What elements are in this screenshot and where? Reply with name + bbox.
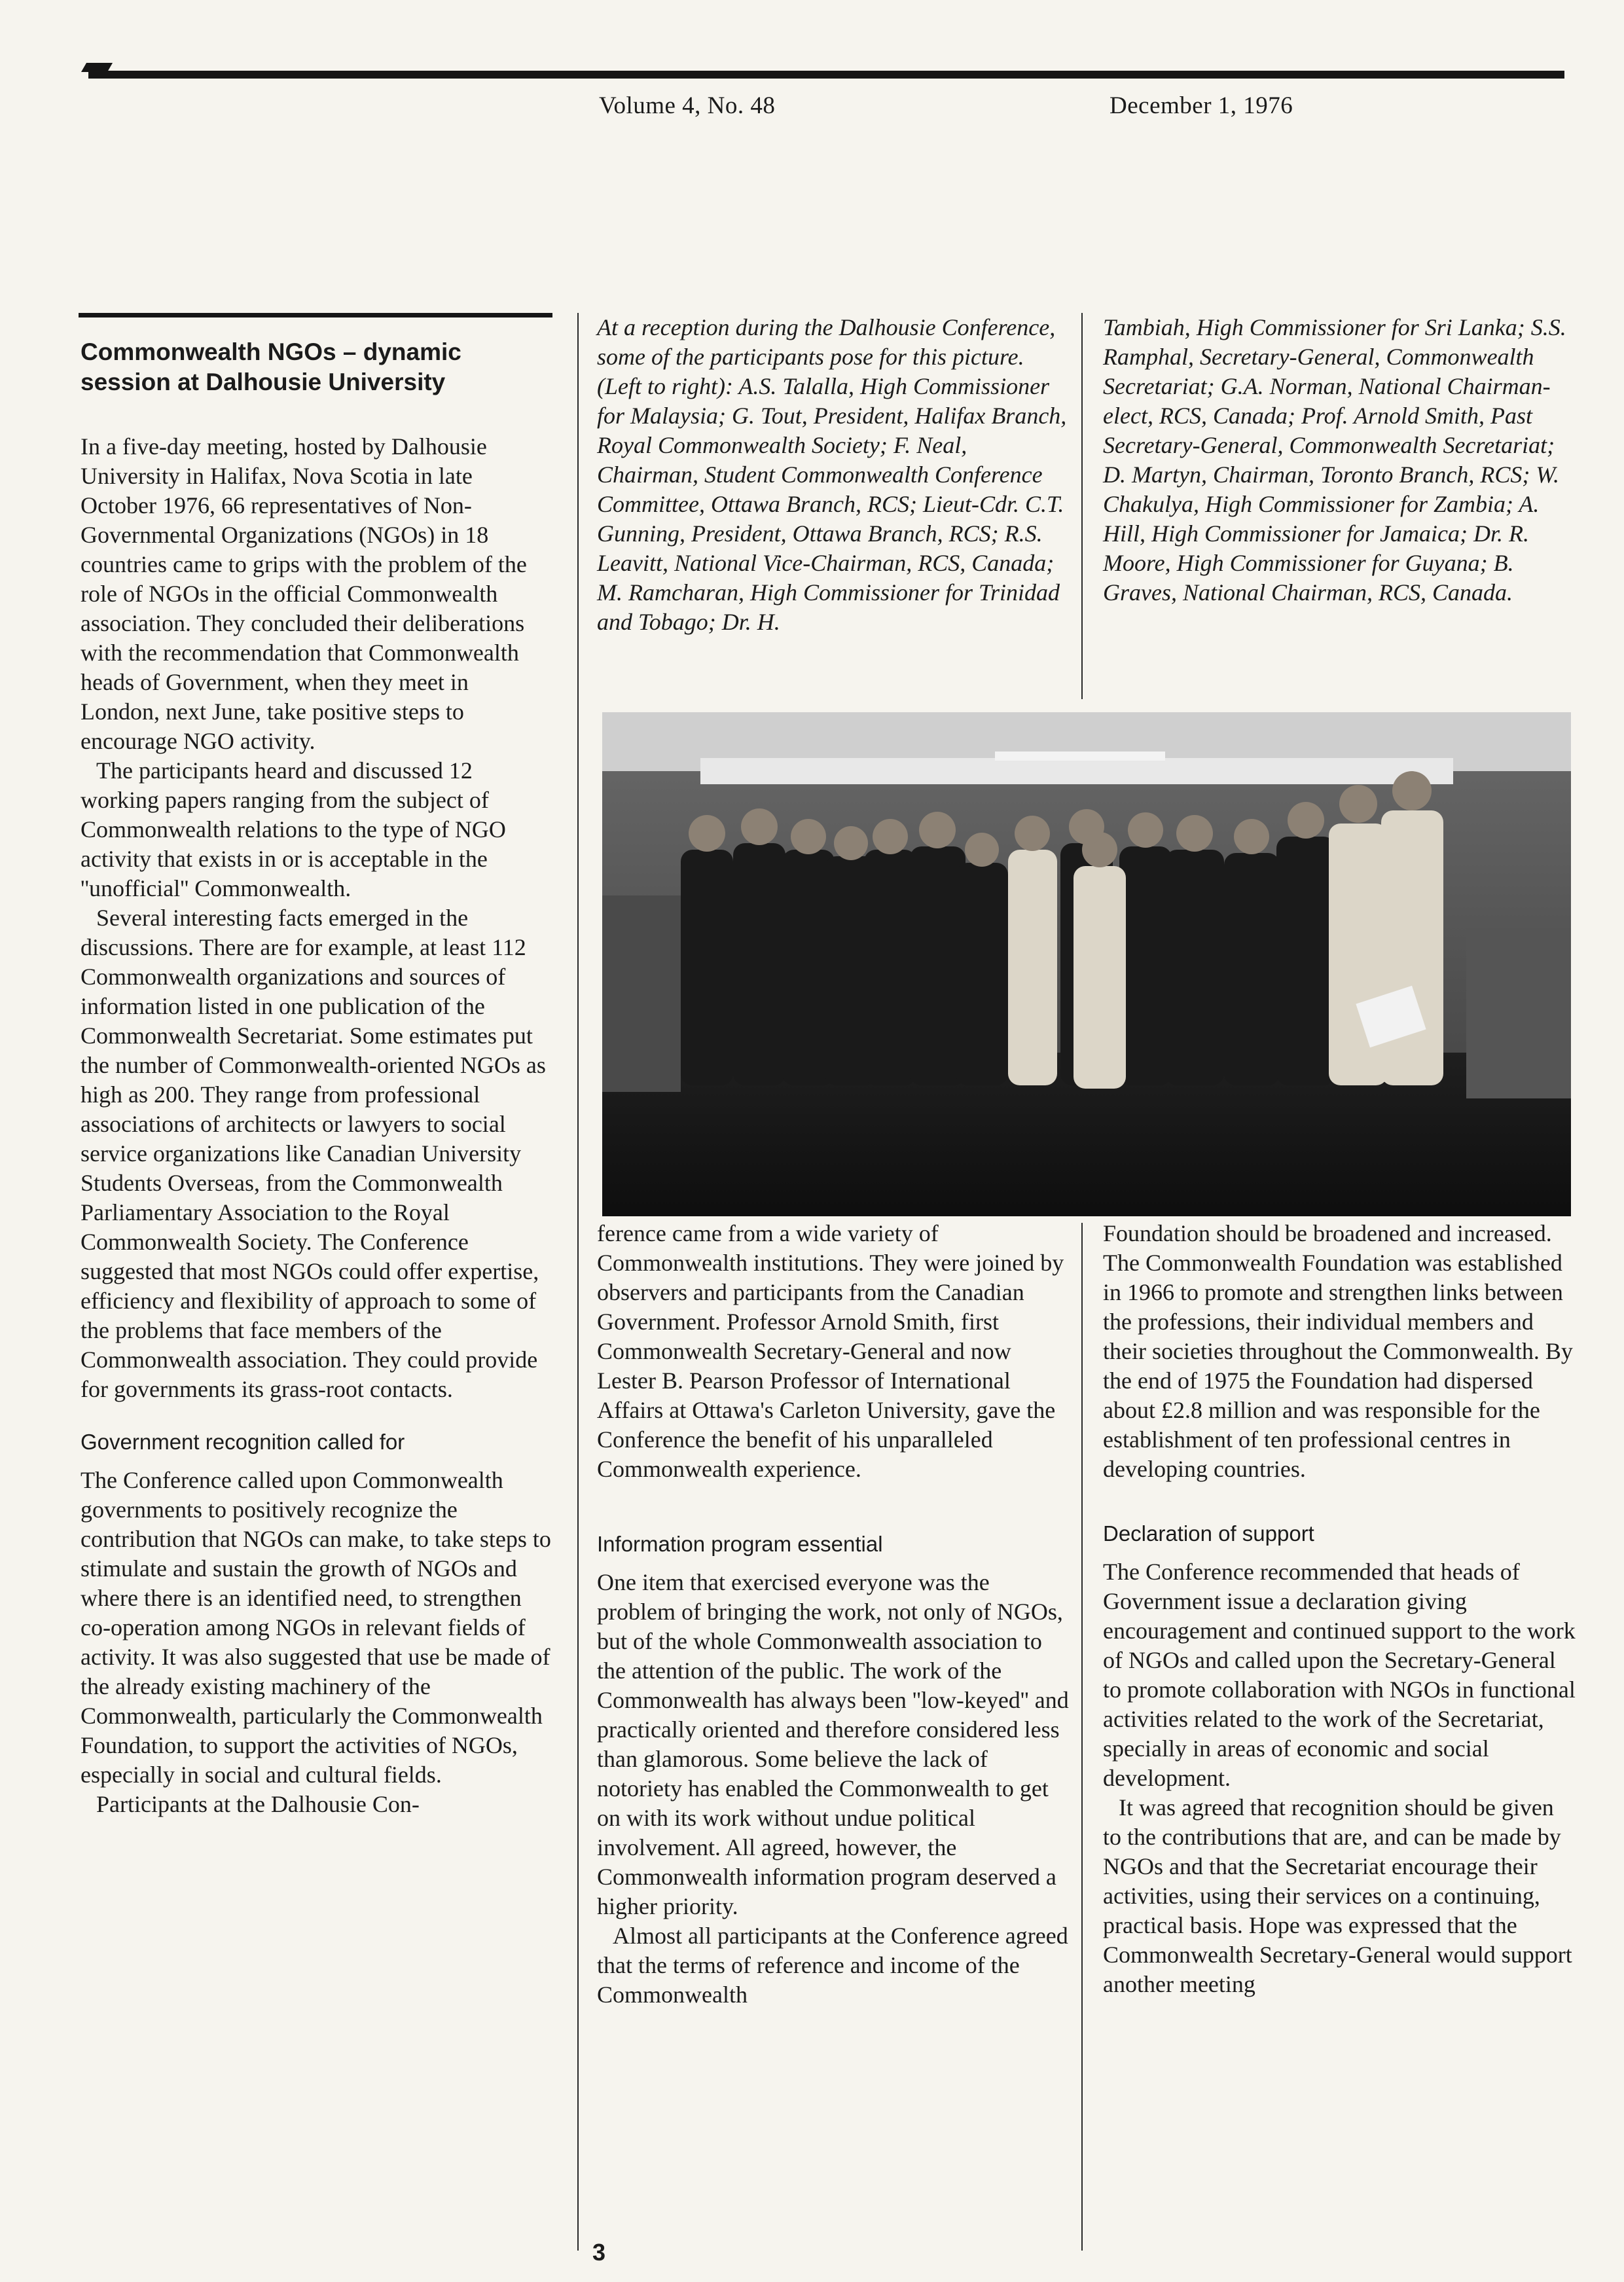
paragraph: One item that exercised everyone was the problem of bringing the work, not only of NGOs, but of the whole Commonwealth association to the attention of the public. The work of the Commonwealth has always been ''low-keyed'' and practically oriented and therefore considered less than glamorous. Some believe the lack of notoriety has enabled the Commonwealth to get on with its work without undue political involvement. All agreed, however, the Commonwealth information program deserved a higher priority. <box>597 1569 1069 1919</box>
group-photo <box>602 712 1571 1216</box>
article-headline: Commonwealth NGOs – dynamic session at Dalhousie University <box>81 338 461 395</box>
column-1 <box>81 432 553 1819</box>
paragraph: The participants heard and discussed 12 working papers ranging from the subject of Commonwealth relations to the type of NGO activity that exists in or is acceptable in the ''unofficial'' Commonwealth. <box>81 757 506 901</box>
volume-number: Volume 4, No. 48 <box>599 92 776 119</box>
paragraph: It was agreed that recognition should be given to the contributions that are, and can be made by NGOs and that the Secretariat encourage their activities, using their services on a continuing, practical basis. Hope was expressed that the Commonwealth Secretary-General would support another meeting <box>1103 1794 1572 1997</box>
column-rule <box>1081 1223 1083 2251</box>
paragraph: Participants at the Dalhousie Con- <box>96 1791 420 1817</box>
page-number: 3 <box>592 2239 606 2266</box>
headline-rule <box>79 313 552 317</box>
subhead-information-program: Information program essential <box>597 1532 883 1556</box>
paragraph: The Conference recommended that heads of Government issue a declaration giving encouragement and continued support to the work of NGOs and called upon the Secretary-General to promote collaboration with NGOs in functional activities related to the work of the Secretariat, specially in areas of economic and social development. <box>1103 1559 1576 1791</box>
issue-date: December 1, 1976 <box>1110 92 1293 119</box>
photo-caption-part-1: At a reception during the Dalhousie Conference, some of the participants pose for this picture. (Left to right): A.S. Talalla, High Commissioner for Malaysia; G. Tout, President, Halifax Branch, Royal Commonwealth Society; F. Neal, Chairman, Student Commonwealth Conference Committee, Ottawa Branch, RCS; Lieut-Cdr. C.T. Gunning, President, Ottawa Branch, RCS; R.S. Leavitt, National Vice-Chairman, RCS, Canada; M. Ramcharan, High Commissioner for Trinidad and Tobago; Dr. H. <box>597 314 1067 635</box>
paragraph: Foundation should be broadened and increased. The Commonwealth Foundation was established in 1966 to promote and strengthen links between the professions, their individual members and their societies throughout the Commonwealth. By the end of 1975 the Foundation had dispersed about £2.8 million and was responsible for the establishment of ten professional centres in developing countries. <box>1103 1220 1573 1482</box>
column-rule <box>1081 313 1083 699</box>
subhead-declaration-of-support: Declaration of support <box>1103 1521 1314 1546</box>
paragraph: Several interesting facts emerged in the discussions. There are for example, at least 112 Commonwealth organizations and sources of information listed in one publication of the Commonwealth Secretariat. Some estimates put the number of Commonwealth-oriented NGOs as high as 200. They range from professional associations of architects or lawyers to social service organizations like Canadian University Students Overseas, from the Commonwealth Parliamentary Association to the Royal Commonwealth Society. The Conference suggested that most NGOs could offer expertise, efficiency and flexibility of approach to some of the problems that face members of the Commonwealth association. They could provide for governments its grass-root contacts. <box>81 905 546 1402</box>
paragraph: In a five-day meeting, hosted by Dalhousie University in Halifax, Nova Scotia in late October 1976, 66 representatives of Non-Governmental Organizations (NGOs) in 18 countries came to grips with the problem of the role of NGOs in the official Commonwealth association. They concluded their deliberations with the recommendation that Commonwealth heads of Government, when they meet in London, next June, take positive steps to encourage NGO activity. <box>81 433 527 754</box>
paragraph: Almost all participants at the Conference agreed that the terms of reference and income of the Commonwealth <box>597 1923 1068 2008</box>
subhead-government-recognition: Government recognition called for <box>81 1430 405 1454</box>
column-rule <box>577 313 579 2251</box>
column-2 <box>597 1219 1070 2010</box>
header-rule <box>88 71 1564 79</box>
paragraph: ference came from a wide variety of Commonwealth institutions. They were joined by observers and participants from the Canadian Government. Professor Arnold Smith, first Commonwealth Secretary-General and now Lester B. Pearson Professor of International Affairs at Ottawa's Carleton University, gave the Conference the benefit of his unparalleled Commonwealth experience. <box>597 1220 1064 1482</box>
photo-caption-part-2: Tambiah, High Commissioner for Sri Lanka; S.S. Ramphal, Secretary-General, Commonwealth Secretariat; G.A. Norman, National Chairman-elect, RCS, Canada; Prof. Arnold Smith, Past Secretary-General, Commonwealth Secretariat; D. Martyn, Chairman, Toronto Branch, RCS; W. Chakulya, High Commissioner for Zambia; A. Hill, High Commissioner for Jamaica; Dr. R. Moore, High Commissioner for Guyana; B. Graves, National Chairman, RCS, Canada. <box>1103 314 1566 606</box>
column-3 <box>1103 1219 1576 1999</box>
paragraph: The Conference called upon Commonwealth governments to positively recognize the contribution that NGOs can make, to take steps to stimulate and sustain the growth of NGOs and where there is an identified need, to strengthen co-operation among NGOs in relevant fields of activity. It was also suggested that use be made of the already existing machinery of the Commonwealth, particularly the Commonwealth Foundation, to support the activities of NGOs, especially in social and cultural fields. <box>81 1467 551 1788</box>
